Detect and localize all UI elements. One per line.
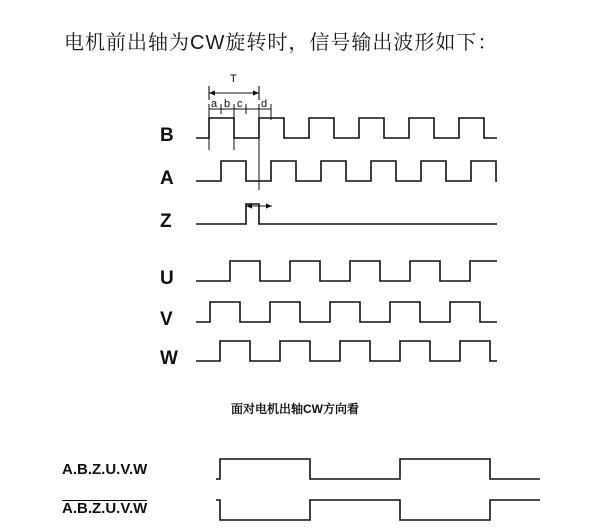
segment-label-a: a: [211, 98, 218, 110]
signal-label-U: U: [160, 268, 174, 289]
segment-label-c: c: [237, 98, 243, 110]
waveform-B: [196, 118, 497, 138]
period-label: T: [230, 73, 237, 85]
waveform-Z: [196, 203, 497, 224]
segment-markers: [209, 104, 271, 190]
waveform-V: [196, 302, 497, 322]
bottom-label-inverted: [62, 500, 147, 517]
signal-label-W: W: [160, 348, 178, 369]
signal-label-Z: Z: [160, 211, 172, 232]
bottom-label-normal: A.B.Z.U.V.W: [62, 461, 148, 478]
segment-label-d: d: [261, 98, 268, 110]
diagram-caption: 面对电机出轴CW方向看: [231, 402, 359, 416]
waveform-inverted: [216, 500, 540, 520]
signal-label-V: V: [160, 309, 173, 330]
bottom-label-inverted-text: A.B.Z.U.V.W: [62, 500, 148, 517]
signal-label-B: B: [160, 125, 174, 146]
page-title: 电机前出轴为CW旋转时，信号输出波形如下：: [64, 32, 499, 54]
signal-label-A: A: [160, 168, 174, 189]
waveform-normal: [216, 459, 540, 479]
segment-label-b: b: [224, 98, 231, 110]
waveform-A: [196, 161, 497, 181]
waveform-W: [196, 341, 497, 361]
waveform-U: [196, 261, 497, 281]
